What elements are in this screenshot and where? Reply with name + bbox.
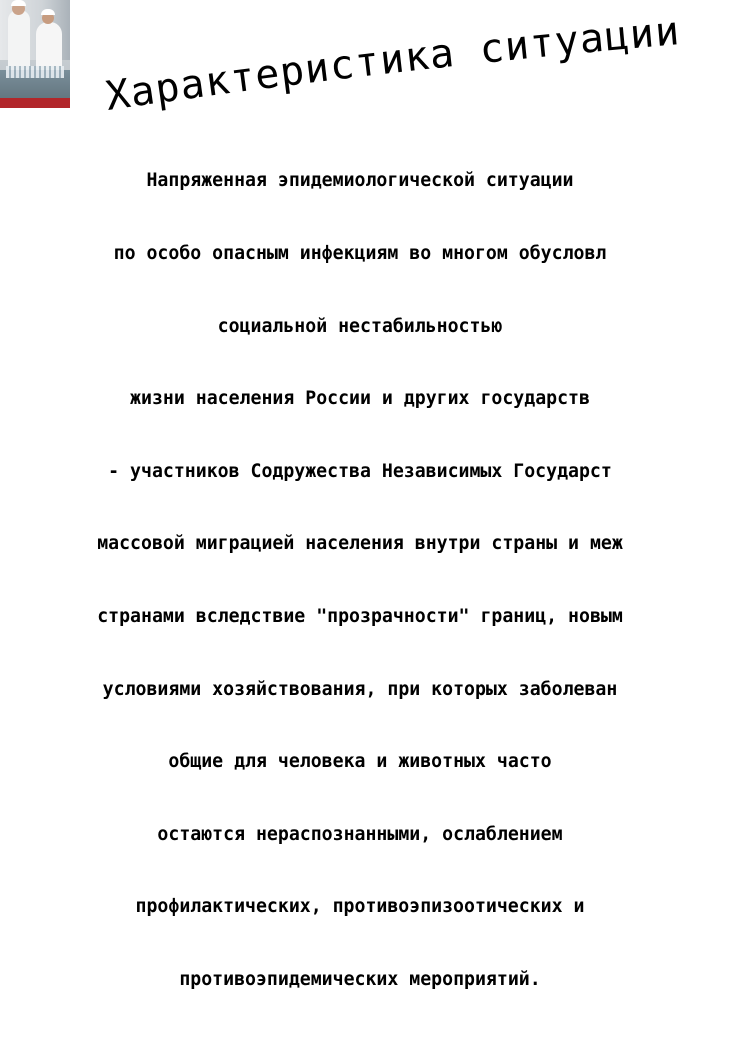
body-line: остаются нераспознанными, ослаблением — [157, 823, 563, 845]
body-line: странами вследствие "прозрачности" границ, новым — [97, 605, 623, 627]
body-line: противоэпидемических мероприятий. — [179, 968, 541, 990]
body-line: жизни населения России и других государств — [130, 388, 590, 410]
slide-title — [103, 8, 682, 120]
body-line: Напряженная эпидемиологической ситуации — [146, 170, 574, 192]
slide-body-text — [0, 121, 740, 1041]
slide-title-graphic — [0, 0, 720, 130]
body-line: массовой миграцией населения внутри страны и меж — [97, 533, 623, 555]
body-line: условиями хозяйствования, при которых заболеван — [102, 678, 618, 700]
body-line: социальной нестабильностью — [217, 315, 503, 337]
body-line: общие для человека и животных часто — [168, 751, 552, 773]
slide-title-text: Характеристика ситуации — [102, 8, 683, 120]
body-line: по особо опасным инфекциям во многом обусловл — [113, 243, 607, 264]
body-line: - участников Содружества Независимых Государст — [108, 460, 612, 482]
body-line: профилактических, противоэпизоотических и — [135, 896, 585, 918]
